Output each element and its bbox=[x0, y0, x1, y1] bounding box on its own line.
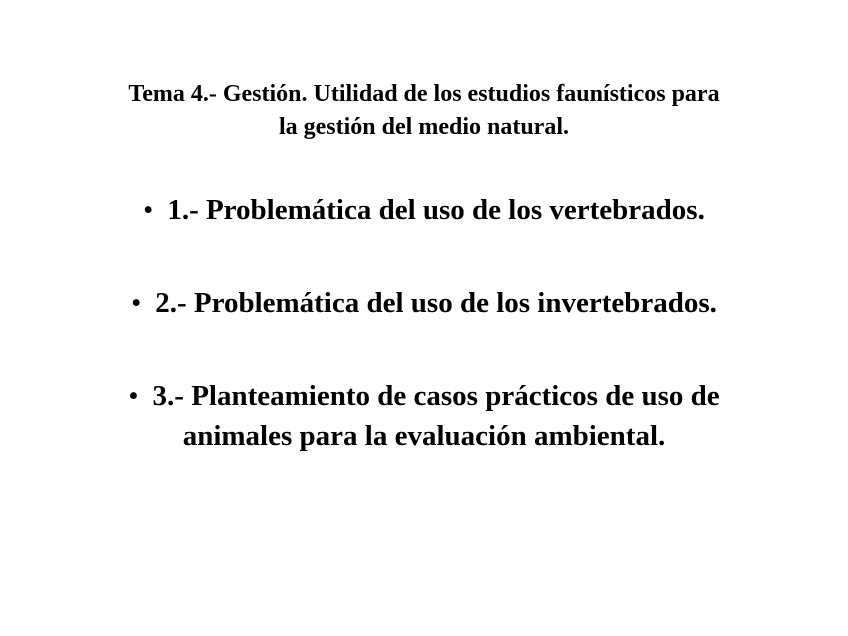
bullet-item-1 bbox=[0, 190, 848, 230]
bullet-item-3-line-1 bbox=[0, 376, 848, 416]
bullet-item-2 bbox=[0, 283, 848, 323]
bullet-list bbox=[0, 190, 848, 456]
bullet-item-1-text: 1.- Problemática del uso de los vertebrados. bbox=[167, 194, 705, 226]
bullet-dot-icon: • bbox=[128, 380, 139, 412]
bullet-item-2-line-1 bbox=[0, 283, 848, 323]
slide-title bbox=[60, 78, 788, 144]
bullet-item-3-text-line-1: 3.- Planteamiento de casos prácticos de uso de bbox=[152, 380, 720, 412]
bullet-dot-icon: • bbox=[143, 194, 154, 226]
slide-title-line-2: la gestión del medio natural. bbox=[278, 114, 569, 140]
bullet-item-1-line-1 bbox=[0, 190, 848, 230]
bullet-item-2-text: 2.- Problemática del uso de los invertebrados. bbox=[155, 287, 717, 319]
slide-title-line-1: Tema 4.- Gestión. Utilidad de los estudios faunísticos para bbox=[128, 81, 720, 107]
bullet-item-3-line-2: animales para la evaluación ambiental. bbox=[182, 420, 666, 452]
bullet-item-3 bbox=[0, 376, 848, 456]
bullet-dot-icon: • bbox=[131, 287, 142, 319]
